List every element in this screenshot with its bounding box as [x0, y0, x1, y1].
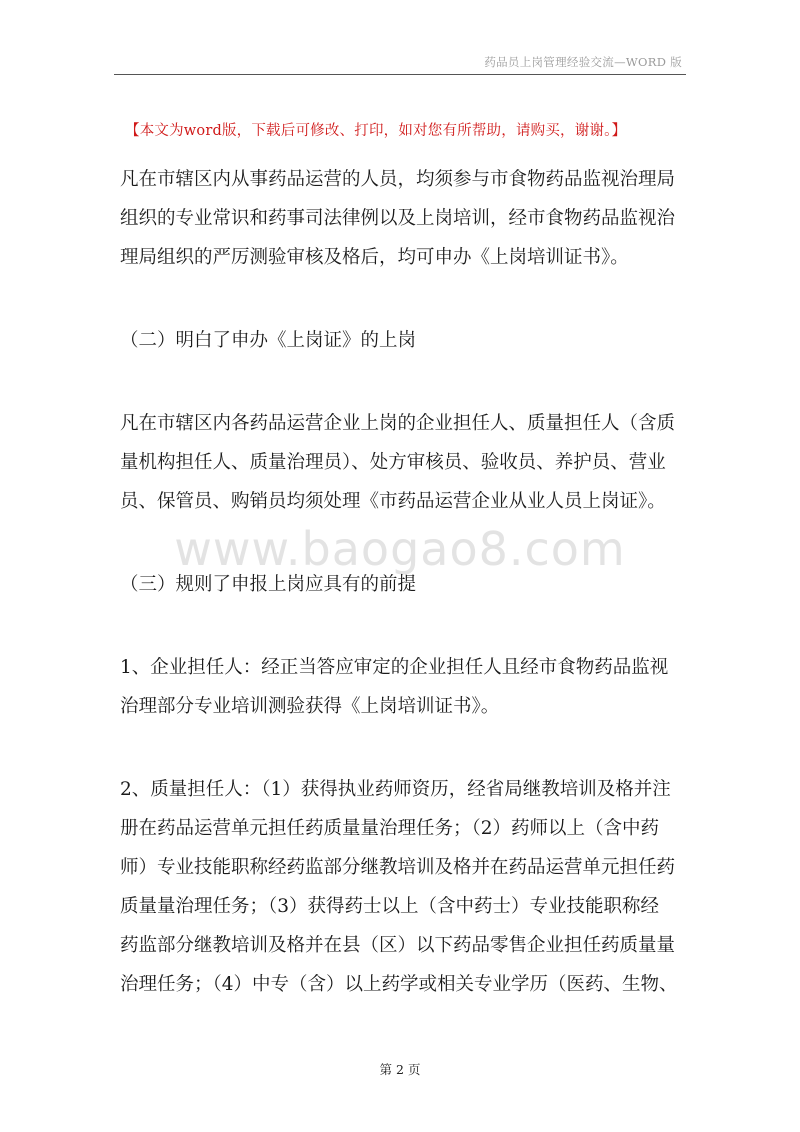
text-line: 2、质量担任人：（1）获得执业药师资历，经省局继教培训及格并注	[120, 779, 671, 800]
section-heading-2	[120, 321, 685, 360]
text-line: 理局组织的严厉测验审核及格后，均可申办《上岗培训证书》。	[120, 247, 629, 268]
watermark: www.baogao8.com	[174, 522, 626, 576]
text-line: 册在药品运营单元担任药质量量治理任务；（2）药师以上（含中药	[120, 818, 660, 839]
text-line: 凡在市辖区内从事药品运营的人员，均须参与市食物药品监视治理局	[120, 169, 676, 190]
text-line: 员、保管员、购销员均须处理《市药品运营企业从业人员上岗证》。	[120, 491, 666, 512]
text-line: 1、企业担任人：经正当答应审定的企业担任人且经市食物药品监视	[120, 657, 669, 678]
paragraph-item-2	[120, 770, 685, 1004]
text-line: 治理部分专业培训测验获得《上岗培训证书》。	[120, 696, 500, 717]
text-line: 质量量治理任务；（3）获得药士以上（含中药士）专业技能职称经	[120, 896, 660, 917]
section-heading-3	[120, 565, 685, 604]
document-body	[120, 160, 685, 1004]
page-header-title: 药品员上岗管理经验交流—WORD 版	[484, 55, 682, 69]
text-line: 治理任务；（4）中专（含）以上药学或相关专业学历（医药、生物、	[120, 974, 678, 995]
paragraph-license	[120, 404, 685, 521]
heading-line: （二）明白了申办《上岗证》的上岗	[120, 330, 417, 351]
text-line: 凡在市辖区内各药品运营企业上岗的企业担任人、质量担任人（含质	[120, 413, 676, 434]
purchase-notice: 【本文为word版，下载后可修改、打印，如对您有所帮助，请购买，谢谢。】	[125, 123, 627, 139]
paragraph-item-1	[120, 648, 685, 726]
header-divider	[114, 74, 686, 75]
text-line: 量机构担任人、质量治理员）、处方审核员、验收员、养护员、营业	[120, 452, 666, 473]
text-line: 药监部分继教培训及格并在县（区）以下药品零售企业担任药质量量	[120, 935, 676, 956]
text-line: 组织的专业常识和药事司法律例以及上岗培训，经市食物药品监视治	[120, 208, 676, 229]
paragraph-intro	[120, 160, 685, 277]
text-line: 师）专业技能职称经药监部分继教培训及格并在药品运营单元担任药	[120, 857, 676, 878]
page-number: 第 2 页	[379, 1062, 421, 1077]
heading-line: （三）规则了申报上岗应具有的前提	[120, 574, 417, 595]
